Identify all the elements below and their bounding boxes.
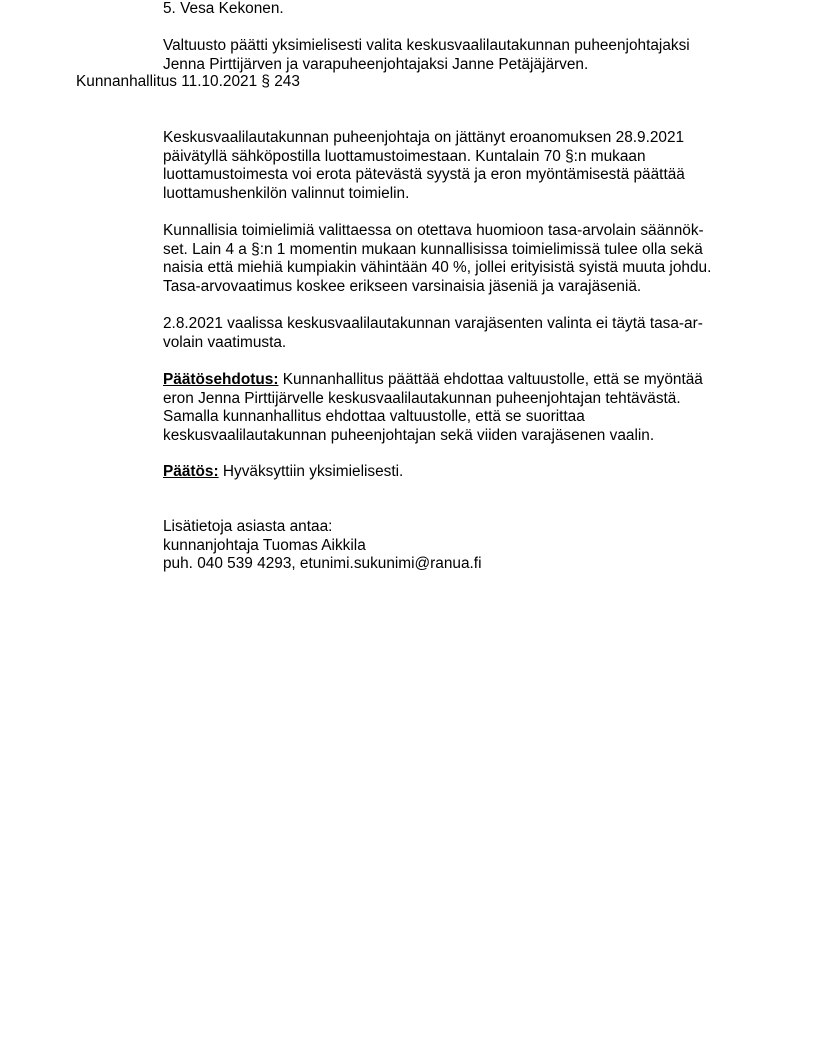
paragraph-line: luottamushenkilön valinnut toimielin.	[163, 184, 410, 202]
decision-paragraph	[163, 463, 738, 482]
contact-info	[163, 518, 738, 574]
proposal-line: keskusvaalilautakunnan puheenjohtajan sekä viiden varajäsenen vaalin.	[163, 426, 655, 444]
paragraph-election-requirement	[163, 315, 738, 352]
prior-decision-line: Valtuusto päätti yksimielisesti valita keskusvaalilautakunnan puheenjohtajaksi	[163, 37, 690, 54]
paragraph-line: 2.8.2021 vaalissa keskusvaalilautakunnan varajäsenten valinta ei täytä tasa-ar-	[163, 315, 703, 332]
paragraph-line: Tasa-arvovaatimus koskee erikseen varsinaisia jäseniä ja varajäseniä.	[163, 277, 642, 295]
decision-text: Hyväksyttiin yksimielisesti.	[218, 463, 404, 480]
paragraph-equality-law	[163, 222, 738, 296]
contact-details: puh. 040 539 4293, etunimi.sukunimi@ranua.fi	[163, 555, 482, 572]
prior-decision-line: Jenna Pirttijärven ja varapuheenjohtajaksi Janne Petäjäjärven.	[163, 55, 589, 73]
proposal-paragraph	[163, 371, 738, 445]
paragraph-line: volain vaatimusta.	[163, 333, 287, 351]
meeting-heading: Kunnanhallitus 11.10.2021 § 243	[76, 73, 300, 90]
proposal-label: Päätösehdotus:	[163, 371, 279, 388]
proposal-first-line	[163, 371, 738, 390]
paragraph-line: Kunnallisia toimielimiä valittaessa on otettava huomioon tasa-arvolain säännök-	[163, 222, 704, 239]
paragraph-line: Keskusvaalilautakunnan puheenjohtaja on jättänyt eroanomuksen 28.9.2021	[163, 129, 685, 146]
proposal-line: Samalla kunnanhallitus ehdottaa valtuustolle, että se suorittaa	[163, 408, 585, 425]
list-item-5	[163, 0, 738, 19]
contact-name: kunnanjohtaja Tuomas Aikkila	[163, 536, 366, 554]
paragraph-line: set. Lain 4 a §:n 1 momentin mukaan kunnallisissa toimielimissä tulee olla sekä	[163, 240, 703, 258]
decision-label: Päätös:	[163, 463, 219, 480]
prior-decision-paragraph	[163, 37, 738, 74]
contact-intro: Lisätietoja asiasta antaa:	[163, 518, 333, 535]
paragraph-line: päivätyllä sähköpostilla luottamustoimestaan. Kuntalain 70 §:n mukaan	[163, 147, 646, 165]
paragraph-resignation	[163, 129, 738, 203]
decision-line	[163, 463, 738, 482]
paragraph-line: naisia että miehiä kumpiakin vähintään 40 %, jollei erityisistä syistä muuta johdu.	[163, 259, 712, 276]
proposal-line: eron Jenna Pirttijärvelle keskusvaalilautakunnan puheenjohtajan tehtävästä.	[163, 389, 681, 407]
list-item-text: 5. Vesa Kekonen.	[163, 0, 284, 17]
paragraph-line: luottamustoimesta voi erota pätevästä syystä ja eron myöntämisestä päättää	[163, 166, 685, 183]
proposal-first-text: Kunnanhallitus päättää ehdottaa valtuustolle, että se myöntää	[278, 371, 703, 388]
